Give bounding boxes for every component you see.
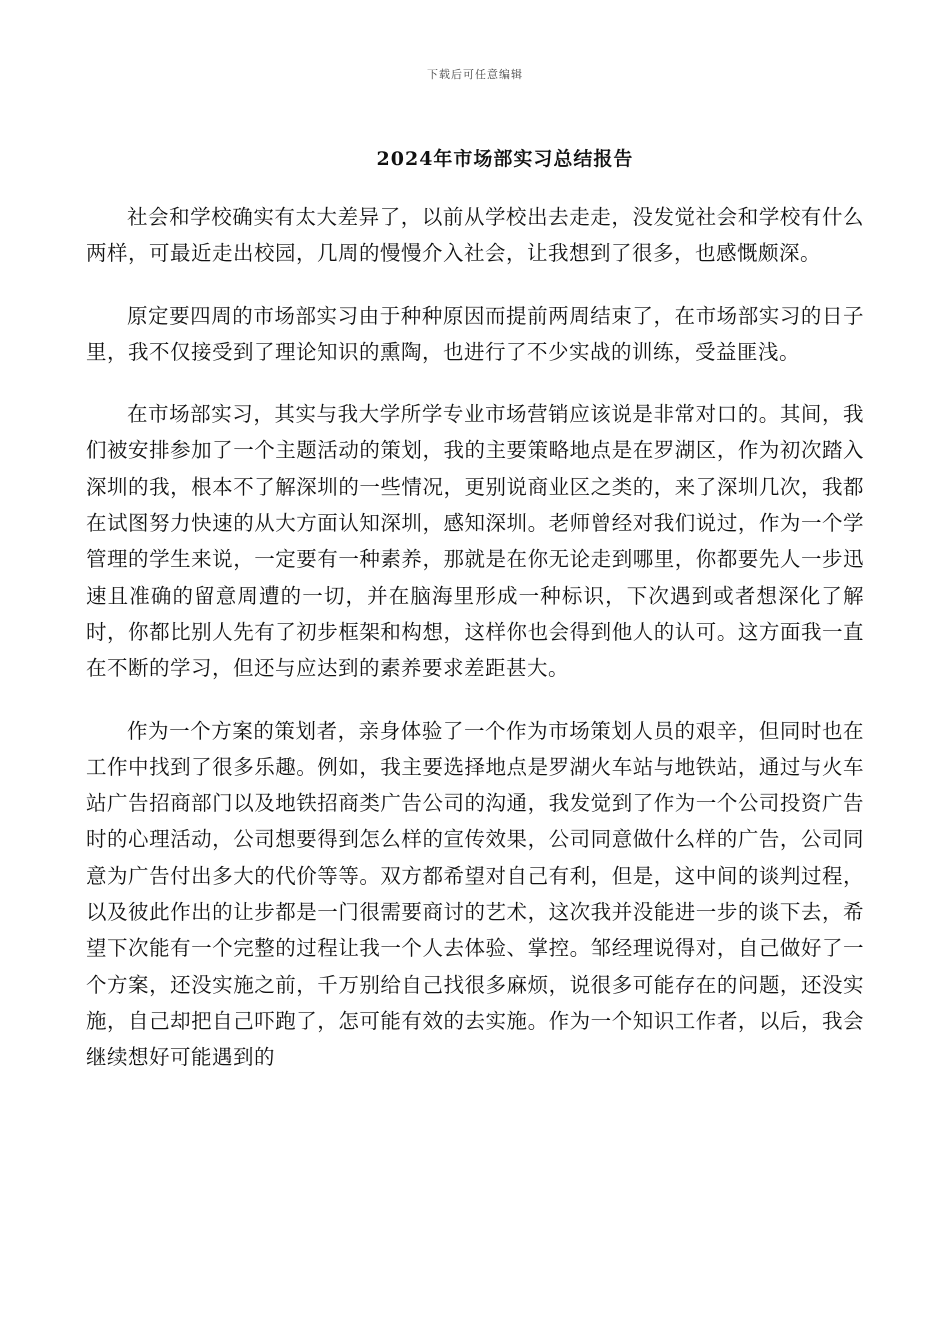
document-title: 2024年市场部实习总结报告 — [376, 148, 634, 170]
paragraph-4: 作为一个方案的策划者，亲身体验了一个作为市场策划人员的艰辛，但同时也在工作中找到了很多乐趣。例如，我主要选择地点是罗湖火车站与地铁站，通过与火车站广告招商部门以及地铁招商类广告公司的沟通，我发觉到了作为一个公司投资广告时的心理活动，公司想要得到怎么样的宣传效果，公司同意做什么样的广告，公司同意为广告付出多大的代价等等。双方都希望对自己有利，但是，这中间的谈判过程，以及彼此作出的让步都是一门很需要商讨的艺术，这次我并没能进一步的谈下去，希望下次能有一个完整的过程让我一个人去体验、掌控。邹经理说得对，自己做好了一个方案，还没实施之前，千万别给自己找很多麻烦，说很多可能存在的问题，还没实施，自己却把自己吓跑了，怎可能有效的去实施。作为一个知识工作者，以后，我会继续想好可能遇到的 — [86, 718, 864, 1070]
paragraph-3: 在市场部实习，其实与我大学所学专业市场营销应该说是非常对口的。其间，我们被安排参加了一个主题活动的策划，我的主要策略地点是在罗湖区，作为初次踏入深圳的我，根本不了解深圳的一些情况，更别说商业区之类的，来了深圳几次，我都在试图努力快速的从大方面认知深圳，感知深圳。老师曾经对我们说过，作为一个学管理的学生来说，一定要有一种素养，那就是在你无论走到哪里，你都要先人一步迅速且准确的留意周遭的一切，并在脑海里形成一种标识，下次遇到或者想深化了解时，你都比别人先有了初步框架和构想，这样你也会得到他人的认可。这方面我一直在不断的学习，但还与应达到的素养要求差距甚大。 — [86, 402, 864, 681]
document-body — [86, 199, 864, 1076]
paragraph-1: 社会和学校确实有太大差异了，以前从学校出去走走，没发觉社会和学校有什么两样，可最近走出校园，几周的慢慢介入社会，让我想到了很多，也感慨颇深。 — [86, 205, 864, 266]
header-note: 下载后可任意编辑 — [427, 68, 523, 81]
paragraph-2: 原定要四周的市场部实习由于种种原因而提前两周结束了，在市场部实习的日子里，我不仅接受到了理论知识的熏陶，也进行了不少实战的训练，受益匪浅。 — [86, 303, 864, 364]
